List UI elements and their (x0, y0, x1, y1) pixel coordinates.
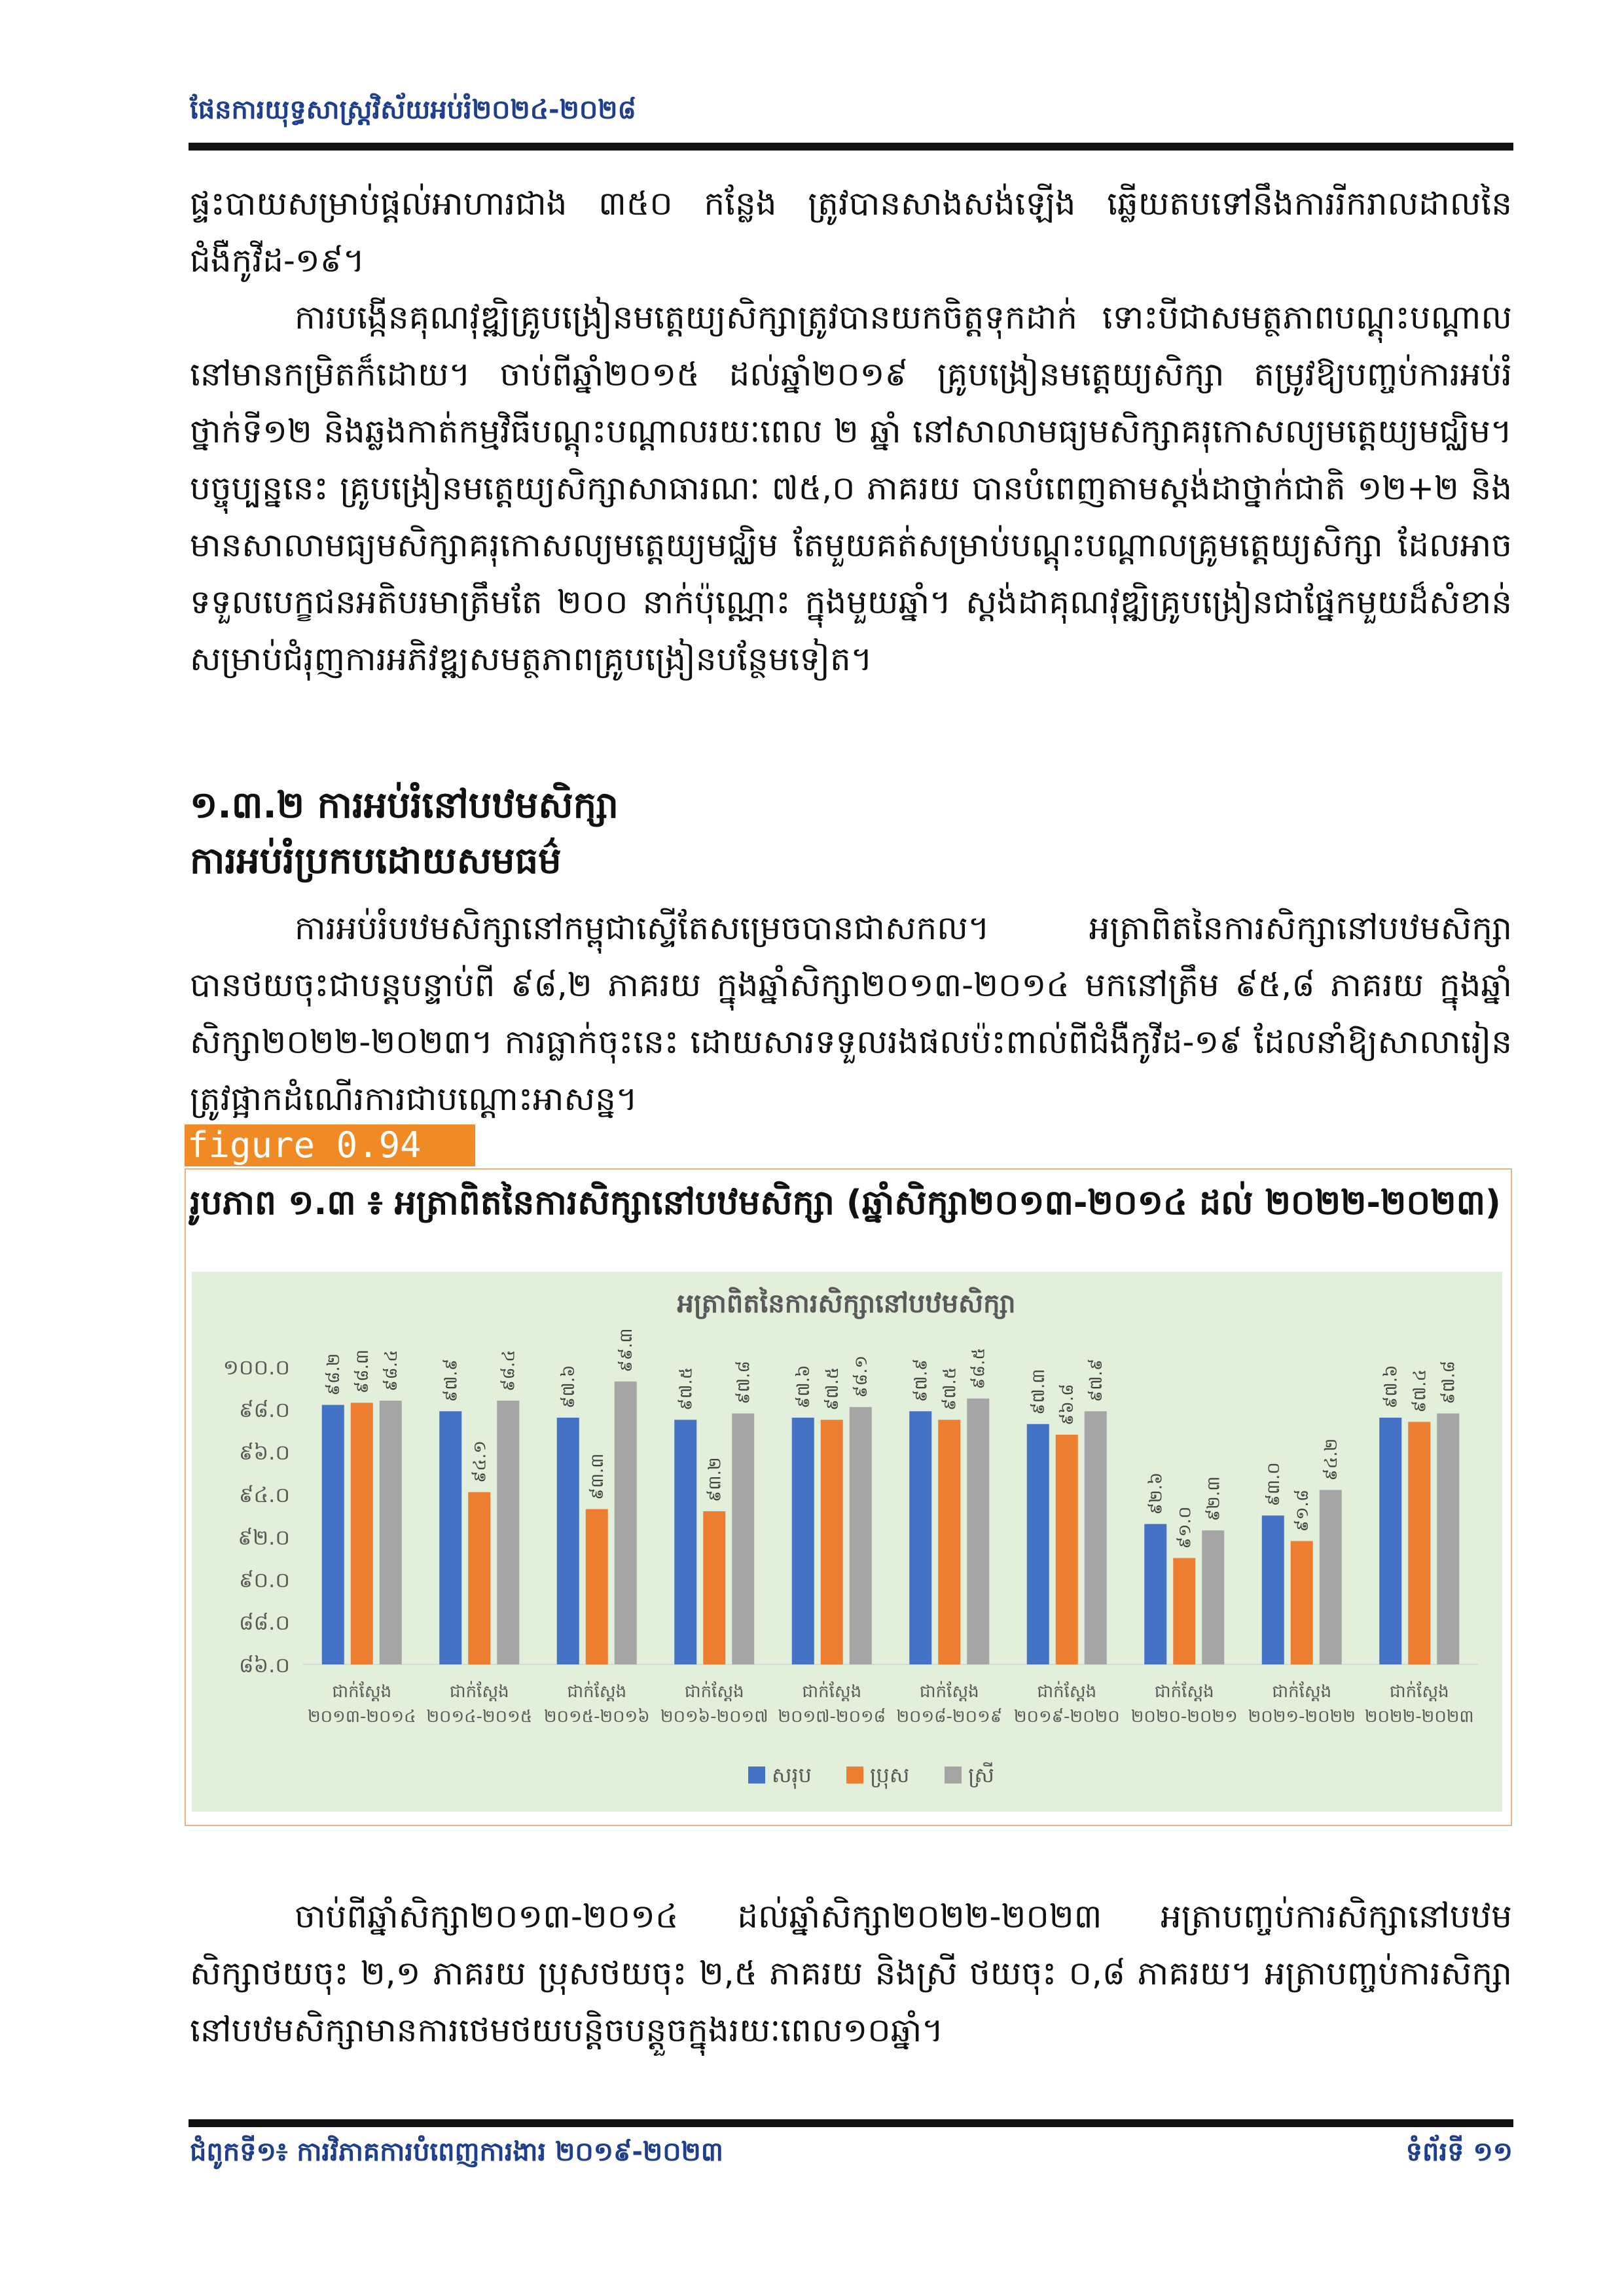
chart-title: អត្រាពិតនៃការសិក្សានៅបឋមសិក្សា (677, 1289, 1016, 1319)
data-label: ៩៨.១ (851, 1355, 871, 1398)
data-label: ៩១.៨ (1292, 1489, 1312, 1532)
x-tick-label: ២០២១-២០២២ (1248, 1707, 1356, 1727)
data-label: ៩៧.៣ (1028, 1369, 1049, 1415)
data-label: ៩៣.០ (1263, 1462, 1284, 1507)
bar (1408, 1422, 1430, 1665)
bar (792, 1418, 814, 1664)
data-label: ៩៧.៥ (676, 1367, 696, 1411)
footer-rule (189, 2119, 1513, 2127)
bar (703, 1511, 725, 1664)
bar (557, 1418, 579, 1664)
bar (674, 1420, 696, 1664)
bar (1173, 1558, 1195, 1665)
x-tick-label-line1: ជាក់ស្តែង (1037, 1682, 1097, 1702)
bar (1085, 1411, 1107, 1664)
x-tick-label: ២០១៣-២០១៤ (307, 1707, 416, 1727)
data-label: ៩៧.៩ (1086, 1358, 1106, 1403)
legend-swatch (846, 1767, 863, 1784)
bar (1144, 1524, 1166, 1665)
data-label: ៩១.០ (1175, 1506, 1195, 1549)
chart-panel (192, 1272, 1502, 1812)
bar (821, 1420, 843, 1664)
y-tick-label: ៨៦.០ (238, 1653, 290, 1677)
bar (1291, 1541, 1313, 1665)
x-tick-label: ២០១៧-២០១៨ (778, 1707, 886, 1727)
bar (468, 1492, 490, 1664)
bar (380, 1401, 402, 1664)
data-label: ៩៧.៤ (1410, 1369, 1430, 1413)
x-tick-label-line1: ជាក់ស្តែង (684, 1682, 744, 1702)
section-heading: ១.៣.២ ការអប់រំនៅបឋមសិក្សា (190, 784, 619, 827)
bar (322, 1405, 344, 1665)
legend-swatch (748, 1767, 765, 1784)
bar (586, 1509, 608, 1664)
data-label: ៩៧.៨ (1439, 1361, 1459, 1405)
data-label: ៩៦.៨ (1057, 1384, 1077, 1426)
data-label: ៩២.៦ (1146, 1472, 1166, 1515)
data-label: ៩៤.១ (470, 1440, 490, 1483)
x-tick-label: ២០១៦-២០១៧ (660, 1707, 768, 1727)
y-tick-label: ១០០.០ (223, 1355, 290, 1380)
paragraph-primary-enrolment: ការអប់រំបឋមសិក្សានៅកម្ពុជាស្ទើតែសម្រេចបានជាសកល។ អត្រាពិតនៃការសិក្សានៅបឋមសិក្សាបានថយចុះជាបន្តបន្ទាប់ពី ៩៨,២ ភាគរយ ក្នុងឆ្នាំសិក្សា២០១៣-២០១៤ មកនៅត្រឹម ៩៥,៨ ភាគរយ ក្នុងឆ្នាំសិក្សា២០២២-២០២៣។ ការធ្លាក់ចុះនេះ ដោយសារទទួលរងផលប៉ះពាល់ពីជំងឺកូវីដ-១៩ ដែលនាំឱ្យសាលារៀនត្រូវផ្អាកដំណើរការជាបណ្តោះអាសន្ន។ (190, 909, 1512, 1118)
x-tick-label-line1: ជាក់ស្តែង (919, 1682, 979, 1702)
x-tick-label-line1: ជាក់ស្តែង (1389, 1682, 1449, 1702)
data-label: ៩៧.៩ (911, 1358, 931, 1403)
header-rule (189, 143, 1513, 151)
data-label: ៩២.៣ (1204, 1476, 1224, 1522)
x-tick-label: ២០១៥-២០១៦ (543, 1707, 650, 1727)
bar (351, 1403, 373, 1664)
y-tick-label: ៩៦.០ (238, 1440, 290, 1465)
footer-page-number: ទំព័រទី ១១ (1405, 2137, 1513, 2167)
body-text-bottom (190, 1888, 1512, 2059)
bar (1379, 1418, 1401, 1664)
bar (615, 1382, 637, 1664)
bar (967, 1399, 989, 1664)
legend-label: ប្រុស (870, 1763, 910, 1787)
paragraph-kitchens: ផ្ទះបាយសម្រាប់ផ្តល់អាហារជាង ៣៥០ កន្លែង ត្រូវបានសាងសង់ឡើង ឆ្លើយតបទៅនឹងការរីករាលដាលនៃជំងឺកូវីដ-១៩។ (190, 185, 1512, 279)
bar (439, 1411, 461, 1664)
data-label: ៩៨.៤ (499, 1350, 519, 1391)
bar (1056, 1435, 1078, 1664)
bar (732, 1414, 754, 1665)
data-label: ៩៨.៤ (381, 1350, 401, 1391)
x-tick-label: ២០១៤-២០១៥ (426, 1707, 533, 1727)
legend-swatch (945, 1767, 962, 1784)
data-label: ៩៧.៩ (441, 1358, 461, 1403)
bar (1320, 1490, 1342, 1665)
legend-label: ស្រី (968, 1763, 994, 1787)
y-tick-label: ៩៤.០ (238, 1482, 290, 1507)
bar (909, 1411, 931, 1664)
header-title: ផែនការយុទ្ធសាស្ត្រវិស័យអប់រំ២០២៤-២០២៨ (190, 95, 636, 125)
x-tick-label: ២០២២-២០២៣ (1364, 1707, 1474, 1727)
bar (1437, 1414, 1459, 1665)
data-label: ៩៣.២ (705, 1457, 725, 1502)
data-label: ៩៧.៦ (558, 1365, 579, 1408)
x-tick-label: ២០២០-២០២១ (1130, 1707, 1238, 1727)
data-label: ៩៧.៦ (793, 1365, 814, 1408)
x-tick-label-line1: ជាក់ស្តែង (1272, 1682, 1332, 1702)
bar (1262, 1516, 1284, 1665)
y-tick-label: ៨៨.០ (238, 1610, 290, 1635)
paragraph-teacher-qualification: ការបង្កើនគុណវុឌ្ឍិគ្រូបង្រៀនមត្តេយ្យសិក្សាត្រូវបានយកចិត្តទុកដាក់ ទោះបីជាសមត្ថភាពបណ្តុះបណ្តាលនៅមានកម្រិតក៏ដោយ។ ចាប់ពីឆ្នាំ២០១៥ ដល់ឆ្នាំ២០១៩ គ្រូបង្រៀនមត្តេយ្យសិក្សា តម្រូវឱ្យបញ្ចប់ការអប់រំថ្នាក់ទី១២ និងឆ្លងកាត់កម្មវិធីបណ្តុះបណ្តាលរយៈពេល ២ ឆ្នាំ នៅសាលាមធ្យមសិក្សាគរុកោសល្យមត្តេយ្យមជ្ឈិម។ បច្ចុប្បន្ននេះ គ្រូបង្រៀនមត្តេយ្យសិក្សាសាធារណៈ ៧៥,០ ភាគរយ បានបំពេញតាមស្តង់ដាថ្នាក់ជាតិ ១២+២ និងមានសាលាមធ្យមសិក្សាគរុកោសល្យមត្តេយ្យមជ្ឈិម តែមួយគត់សម្រាប់បណ្តុះបណ្តាលគ្រូមត្តេយ្យសិក្សា ដែលអាចទទួលបេក្ខជនអតិបរមាត្រឹមតែ ២០០ នាក់ប៉ុណ្ណោះ ក្នុងមួយឆ្នាំ។ ស្តង់ដាគុណវុឌ្ឍិគ្រូបង្រៀនជាផ្នែកមួយដ៏សំខាន់សម្រាប់ជំរុញការអភិវឌ្ឍសមត្ថភាពគ្រូបង្រៀនបន្ថែមទៀត។ (190, 298, 1512, 678)
data-label: ៩៨.២ (323, 1353, 344, 1396)
data-label: ៩៨.៣ (352, 1349, 372, 1394)
x-tick-label-line1: ជាក់ស្តែង (802, 1682, 862, 1702)
body-text-top (190, 175, 1512, 688)
legend-label: សរុប (772, 1763, 812, 1787)
body-text-middle (190, 900, 1512, 1128)
figure-caption: រូបភាព ១.៣ ៖ អត្រាពិតនៃការសិក្សានៅបឋមសិក្សា (ឆ្នាំសិក្សា២០១៣-២០១៤ ដល់ ២០២២-២០២៣) (190, 1183, 1501, 1223)
y-tick-label: ៩០.០ (238, 1568, 290, 1592)
x-tick-label: ២០១៩-២០២០ (1013, 1707, 1120, 1727)
data-label: ៩៣.៣ (587, 1453, 607, 1500)
x-tick-label-line1: ជាក់ស្តែង (1154, 1682, 1214, 1702)
bar (1202, 1530, 1224, 1664)
bar (938, 1420, 960, 1664)
figure-tag: figure 0.94 (185, 1124, 475, 1166)
x-tick-label-line1: ជាក់ស្តែង (332, 1682, 392, 1702)
bar (850, 1407, 872, 1664)
footer-chapter: ជំពូកទី១៖ ការវិភាគការបំពេញការងារ ២០១៩-២០២៣ (190, 2137, 723, 2167)
data-label: ៩៧.៥ (940, 1367, 960, 1411)
data-label: ៩៧.៥ (822, 1367, 842, 1411)
data-label: ៩៩.៣ (616, 1328, 636, 1372)
bar (497, 1401, 519, 1664)
bar (1027, 1424, 1049, 1664)
y-tick-label: ៩៨.០ (238, 1397, 290, 1422)
paragraph-completion-rate: ចាប់ពីឆ្នាំសិក្សា២០១៣-២០១៤ ដល់ឆ្នាំសិក្សា២០២២-២០២៣ អត្រាបញ្ចប់ការសិក្សានៅបឋមសិក្សាថយចុះ ២,១ ភាគរយ ប្រុសថយចុះ ២,៥ ភាគរយ និងស្រី ថយចុះ ០,៨ ភាគរយ។ អត្រាបញ្ចប់ការសិក្សានៅបឋមសិក្សាមានការថេមថយបន្តិចបន្តួចក្នុងរយៈពេល១០ឆ្នាំ។ (190, 1897, 1512, 2049)
x-tick-label: ២០១៨-២០១៩ (896, 1707, 1003, 1727)
subsection-heading: ការអប់រំប្រកបដោយសមធម៌ (190, 840, 562, 882)
x-tick-label-line1: ជាក់ស្តែង (449, 1682, 509, 1702)
y-tick-label: ៩២.០ (238, 1525, 290, 1550)
bar-chart (192, 1272, 1502, 1812)
data-label: ៩៨.៥ (969, 1348, 989, 1390)
data-label: ៩៧.៦ (1381, 1365, 1401, 1408)
x-tick-label-line1: ជាក់ស្តែង (567, 1682, 627, 1702)
data-label: ៩៤.២ (1321, 1438, 1341, 1481)
data-label: ៩៧.៨ (734, 1361, 754, 1405)
